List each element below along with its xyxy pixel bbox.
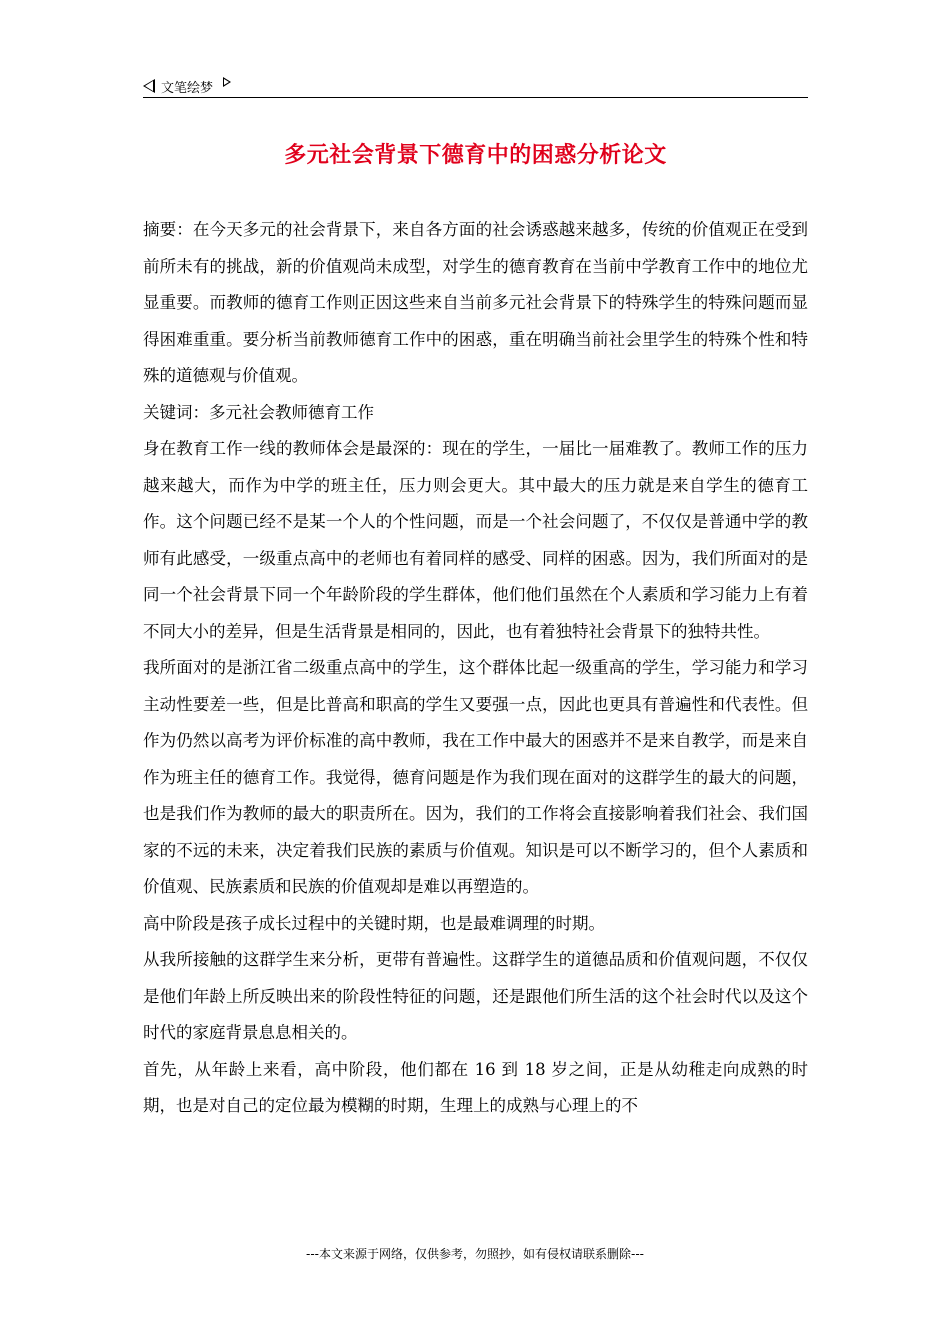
page-header (143, 74, 808, 98)
page-footer-disclaimer: ---本文来源于网络，仅供参考，勿照抄，如有侵权请联系删除--- (306, 1247, 644, 1261)
paragraph-keywords: 关键词：多元社会教师德育工作 (143, 402, 374, 422)
header-brand: 文笔绘梦 (161, 80, 214, 96)
header-divider (143, 97, 808, 98)
paragraph: 首先，从年龄上来看，高中阶段，他们都在 16 到 18 岁之间，正是从幼稚走向成熟的时期，也是对自己的定位最为模糊的时期，生理上的成熟与心理上的不 (143, 1059, 808, 1115)
paragraph: 我所面对的是浙江省二级重点高中的学生，这个群体比起一级重高的学生，学习能力和学习主动性要差一些，但是比普高和职高的学生又要强一点，因此也更具有普遍性和代表性。但作为仍然以高考为评价标准的高中教师，我在工作中最大的困惑并不是来自教学，而是来自作为班主任的德育工作。我觉得，德育问题是作为我们现在面对的这群学生的最大的问题，也是我们作为教师的最大的职责所在。因为，我们的工作将会直接影响着我们社会、我们国家的不远的未来，决定着我们民族的素质与价值观。知识是可以不断学习的，但个人素质和价值观、民族素质和民族的价值观却是难以再塑造的。 (143, 658, 808, 896)
triangle-left-icon (143, 79, 155, 93)
document-body (143, 212, 808, 1125)
triangle-right-icon (223, 77, 231, 87)
paragraph: 从我所接触的这群学生来分析，更带有普遍性。这群学生的道德品质和价值观问题，不仅仅是他们年龄上所反映出来的阶段性特征的问题，还是跟他们所生活的这个社会时代以及这个时代的家庭背景息息相关的。 (143, 950, 808, 1042)
paragraph: 高中阶段是孩子成长过程中的关键时期，也是最难调理的时期。 (143, 913, 605, 933)
paragraph-abstract: 摘要：在今天多元的社会背景下，来自各方面的社会诱惑越来越多，传统的价值观正在受到前所未有的挑战，新的价值观尚未成型，对学生的德育教育在当前中学教育工作中的地位尤显重要。而教师的德育工作则正因这些来自当前多元社会背景下的特殊学生的特殊问题而显得困难重重。要分析当前教师德育工作中的困惑，重在明确当前社会里学生的特殊个性和特殊的道德观与价值观。 (143, 220, 808, 385)
paragraph: 身在教育工作一线的教师体会是最深的：现在的学生，一届比一届难教了。教师工作的压力越来越大，而作为中学的班主任，压力则会更大。其中最大的压力就是来自学生的德育工作。这个问题已经不是某一个人的个性问题，而是一个社会问题了，不仅仅是普通中学的教师有此感受，一级重点高中的老师也有着同样的感受、同样的困惑。因为，我们所面对的是同一个社会背景下同一个年龄阶段的学生群体，他们他们虽然在个人素质和学习能力上有着不同大小的差异，但是生活背景是相同的，因此，也有着独特社会背景下的独特共性。 (143, 439, 808, 641)
document-title: 多元社会背景下德育中的困惑分析论文 (284, 143, 667, 168)
